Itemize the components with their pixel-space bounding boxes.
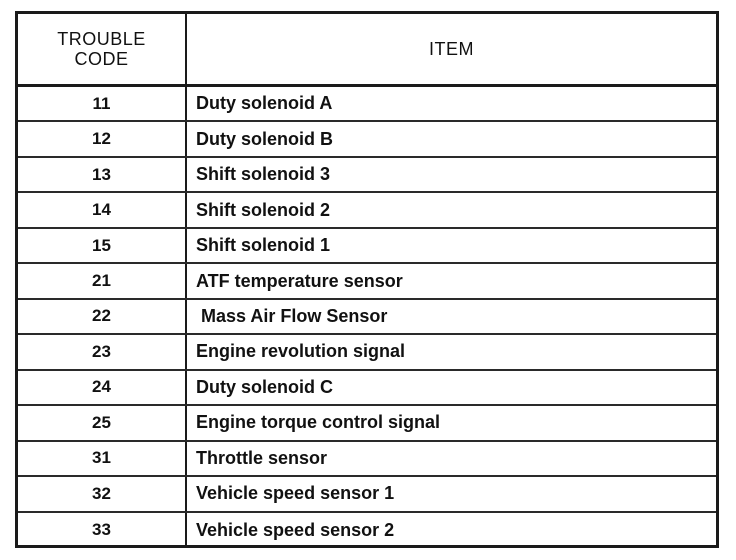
trouble-code-cell: 21 xyxy=(92,271,111,291)
table-row xyxy=(18,300,716,335)
item-cell: ATF temperature sensor xyxy=(196,270,403,291)
table-row xyxy=(18,229,716,264)
trouble-code-cell: 14 xyxy=(92,200,111,220)
item-cell: Mass Air Flow Sensor xyxy=(201,305,388,326)
table-row xyxy=(18,193,716,228)
trouble-code-cell: 33 xyxy=(92,520,111,540)
trouble-code-cell: 25 xyxy=(92,412,111,432)
header-item-label: ITEM xyxy=(429,39,474,59)
table-row xyxy=(18,442,716,477)
table-row xyxy=(18,371,716,406)
item-cell: Shift solenoid 1 xyxy=(196,235,331,256)
item-cell: Engine revolution signal xyxy=(196,341,406,362)
table-row xyxy=(18,264,716,299)
trouble-code-cell: 31 xyxy=(92,448,111,468)
trouble-code-cell: 22 xyxy=(92,306,111,326)
table-row xyxy=(18,122,716,157)
trouble-code-cell: 15 xyxy=(92,235,111,255)
item-cell: Shift solenoid 2 xyxy=(196,199,331,220)
item-cell: Vehicle speed sensor 2 xyxy=(196,519,395,540)
table-row xyxy=(18,335,716,370)
header-trouble-code-label: TROUBLE CODE xyxy=(57,29,146,69)
header-item xyxy=(187,14,716,84)
table-row xyxy=(18,87,716,122)
table-body xyxy=(18,87,716,548)
item-cell: Duty solenoid B xyxy=(196,128,334,149)
table-row xyxy=(18,513,716,548)
trouble-code-cell: 13 xyxy=(92,164,111,184)
trouble-code-cell: 23 xyxy=(92,341,111,361)
table-row xyxy=(18,406,716,441)
trouble-code-cell: 32 xyxy=(92,483,111,503)
trouble-code-cell: 12 xyxy=(92,129,111,149)
item-cell: Duty solenoid A xyxy=(196,93,333,114)
table-row xyxy=(18,477,716,512)
header-trouble-code xyxy=(18,14,185,84)
item-cell: Engine torque control signal xyxy=(196,412,441,433)
item-cell: Throttle sensor xyxy=(196,447,328,468)
table-row xyxy=(18,158,716,193)
trouble-code-cell: 24 xyxy=(92,377,111,397)
trouble-code-cell: 11 xyxy=(92,93,111,113)
item-cell: Vehicle speed sensor 1 xyxy=(196,483,395,504)
table-header xyxy=(18,14,716,87)
item-cell: Duty solenoid C xyxy=(196,376,334,397)
trouble-code-table xyxy=(15,11,719,548)
item-cell: Shift solenoid 3 xyxy=(196,164,331,185)
